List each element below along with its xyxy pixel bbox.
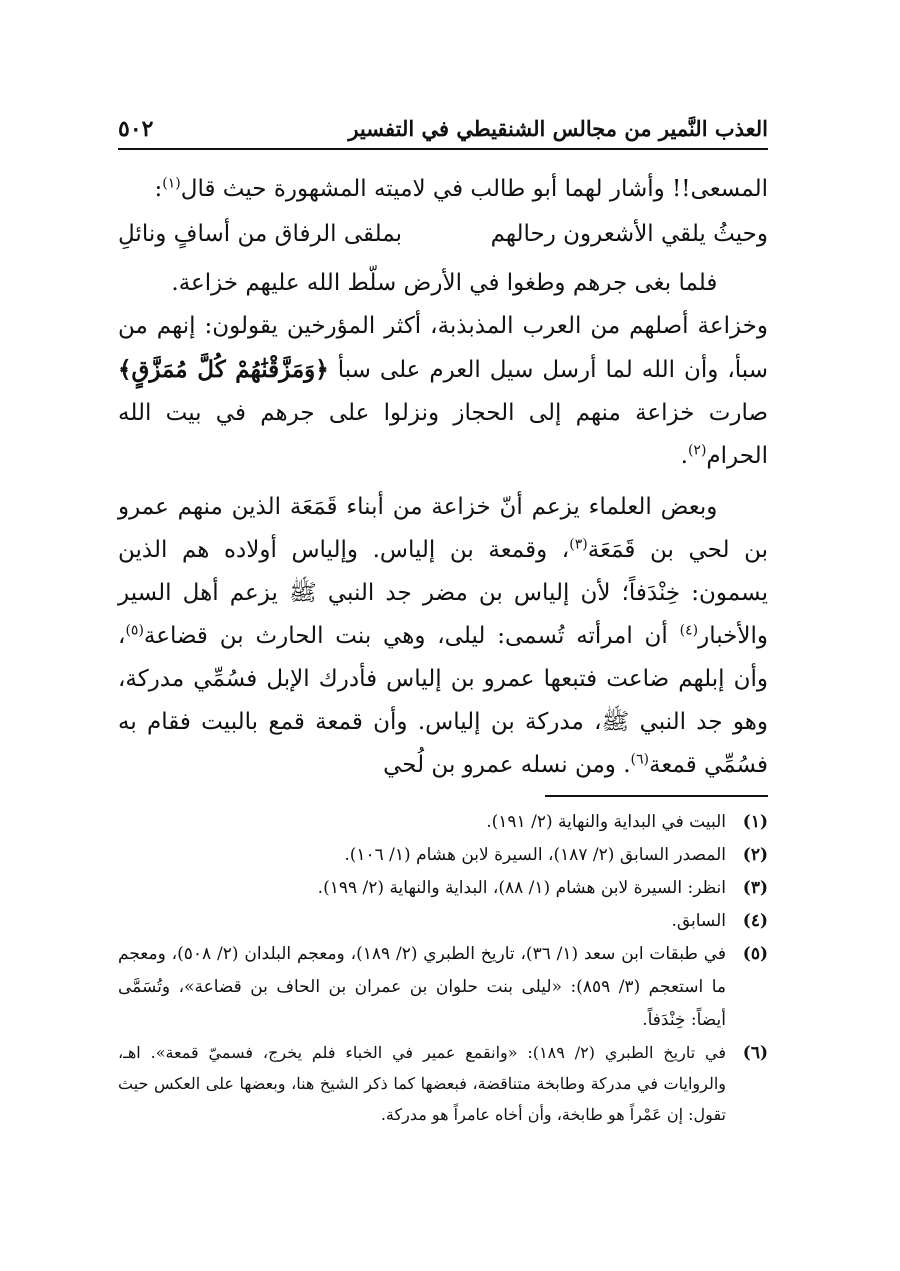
paragraph-4-text-b: ، وقمعة بن إلياس. وإلياس أولاده هم الذين يسمون: خِنْدَفاً؛ لأن إلياس بن مضر جد النبي ﷺ يزعم أهل السير والأخبار — [118, 537, 769, 649]
footnote-number: (٥) — [742, 944, 768, 964]
footnote-number: (١) — [742, 812, 768, 832]
running-title: العذب النَّمير من مجالس الشنقيطي في التفسير — [348, 116, 768, 141]
footnote-2 — [118, 839, 768, 872]
quran-quote: ﴿وَمَزَّقْنَٰهُمْ كُلَّ مُمَزَّقٍ﴾ — [118, 356, 329, 383]
paragraph-3 — [118, 305, 768, 478]
footnote-number: (٦) — [742, 1043, 768, 1063]
footnote-text: المصدر السابق (٢/ ١٨٧)، السيرة لابن هشام (١/ ١٠٦). — [344, 845, 726, 865]
paragraph-4 — [118, 486, 768, 787]
main-text — [118, 168, 768, 787]
paragraph-3-text-b: صارت خزاعة منهم إلى الحجاز ونزلوا على جرهم في بيت الله الحرام — [118, 400, 768, 469]
footnote-3 — [118, 872, 768, 905]
paragraph-4-text-d: ، وأن إبلهم ضاعت فتبعها عمرو بن إلياس فأدرك الإبل فسُمِّي مدركة، وهو جد النبي ﷺ، مدركة بن إلياس. وأن قمعة قمع بالبيت فقام به فسُمِّي قمعة — [118, 623, 768, 778]
footnote-4 — [118, 905, 768, 938]
verse-first-hemistich: وحيثُ يلقي الأشعرون رحالهم — [490, 221, 768, 247]
paragraph-4-text-e: . ومن نسله عمرو بن لُحي — [383, 752, 631, 778]
footnote-ref-3: (٣) — [569, 536, 588, 553]
footnotes — [118, 806, 768, 1130]
footnote-1 — [118, 806, 768, 839]
poetry-verse — [118, 213, 768, 256]
paragraph-2: فلما بغى جرهم وطغوا في الأرض سلّط الله عليهم خزاعة. — [171, 270, 718, 296]
page-header — [118, 112, 768, 150]
footnote-text: في طبقات ابن سعد (١/ ٣٦)، تاريخ الطبري (٢/ ١٨٩)، ومعجم البلدان (٢/ ٥٠٨)، ومعجم ما استعجم (٣/ ٨٥٩): «ليلى بنت حلوان بن عمران بن الحاف بن قضاعة»، وتُسَمَّى أيضاً: خِنْدَفاً. — [118, 944, 727, 1030]
footnote-separator — [545, 795, 768, 797]
page-number: ٥٠٢ — [118, 116, 154, 142]
paragraph-3-end: . — [680, 443, 688, 469]
footnote-number: (٣) — [742, 878, 768, 898]
footnote-text: البيت في البداية والنهاية (٢/ ١٩١). — [486, 812, 726, 832]
footnote-5 — [118, 938, 768, 1037]
paragraph-4-text-a: وبعض العلماء يزعم أنّ خزاعة من أبناء قَمَعَة الذين منهم عمرو بن لحي بن قَمَعَة — [118, 494, 768, 563]
footnote-ref-4: (٤) — [679, 622, 699, 639]
paragraph-1-text: المسعى!! وأشار لهما أبو طالب في لاميته المشهورة حيث قال — [180, 176, 768, 202]
footnote-ref-2: (٢) — [687, 442, 707, 459]
footnote-ref-6: (٦) — [630, 751, 649, 768]
footnote-6 — [118, 1037, 768, 1130]
footnote-text: في تاريخ الطبري (٢/ ١٨٩): «وانقمع عمير في الخباء فلم يخرج، فسميّ قمعة». اهـ، والروايات في مدركة وطابخة متناقضة، فبعضها كما ذكر الشيخ هنا، وبعضها على العكس حيث تقول: إن عَمْراً هو طابخة، وأن أخاه عامراً هو مدركة. — [118, 1043, 726, 1124]
paragraph-3-text-a: وخزاعة أصلهم من العرب المذبذبة، أكثر المؤرخين يقولون: إنهم من سبأ، وأن الله لما أرسل سيل العرم على سبأ — [118, 313, 769, 383]
paragraph-1 — [118, 168, 768, 211]
footnote-ref-5: (٥) — [125, 622, 144, 639]
verse-second-hemistich: بملقى الرفاق من أسافٍ ونائلِ — [118, 221, 402, 247]
footnote-text: انظر: السيرة لابن هشام (١/ ٨٨)، البداية والنهاية (٢/ ١٩٩). — [317, 878, 726, 898]
footnote-text: السابق. — [671, 911, 726, 931]
footnote-ref-1: (١) — [162, 175, 181, 192]
footnote-number: (٢) — [742, 845, 768, 865]
paragraph-1-end: : — [154, 176, 163, 202]
footnote-number: (٤) — [742, 911, 768, 931]
paragraph-4-text-c: أن امرأته تُسمى: ليلى، وهي بنت الحارث بن قضاعة — [143, 623, 668, 649]
